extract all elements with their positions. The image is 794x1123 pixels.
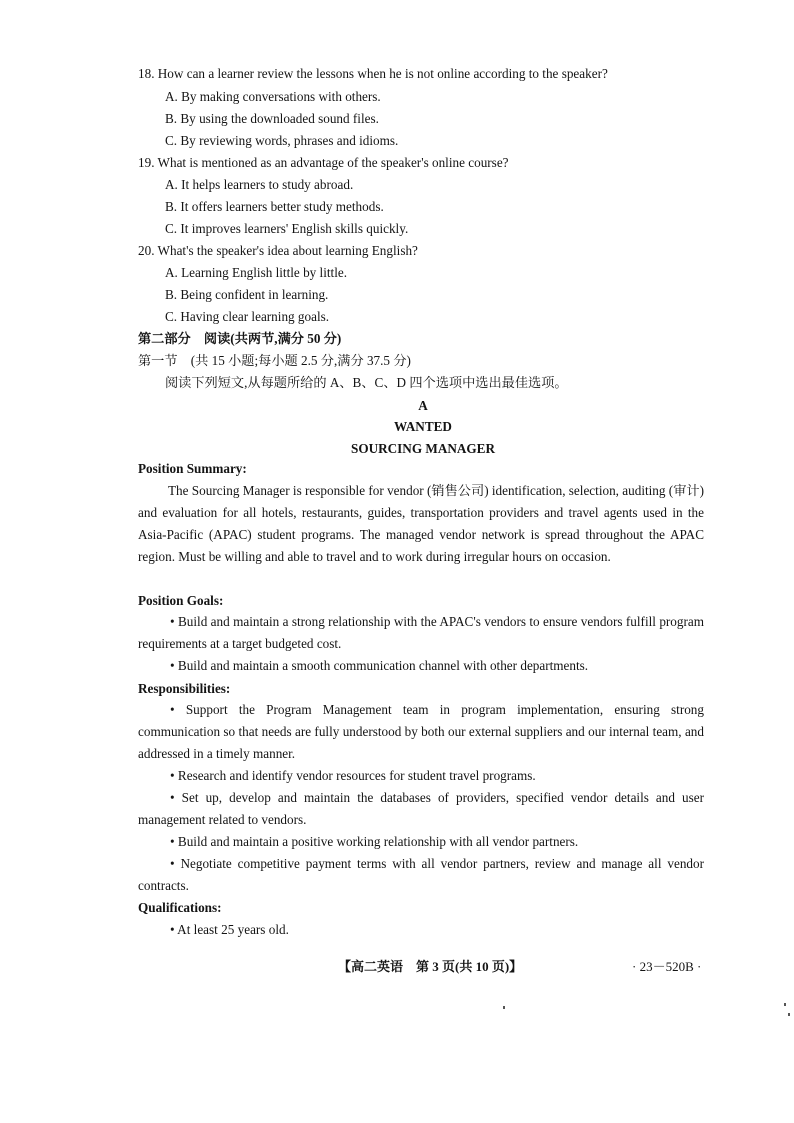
passage-letter: A	[418, 398, 428, 413]
goal-item-2: • Build and maintain a smooth communication channel with other departments.	[170, 658, 589, 673]
goals-heading: Position Goals:	[138, 593, 224, 608]
summary-paragraph: The Sourcing Manager is responsible for vendor (销售公司) identification, selection, auditing (审计) and evaluation for all hotels, restaurants, guides, transportation providers and travel agents used in the Asia-Pacific (APAC) student programs. The managed vendor network is spread throughout the APAC region. Must be willing and able to travel and to work during irregular hours on occasion.	[138, 483, 704, 564]
responsibilities-heading: Responsibilities:	[138, 681, 231, 696]
responsibility-item-1: • Support the Program Management team in program implementation, ensuring strong communication so that needs are fully understood by both our external suppliers and our internal team, and addressed in a timely manner.	[138, 702, 704, 761]
scan-speck	[503, 1006, 505, 1009]
question-19-option-b: B. It offers learners better study methods.	[165, 199, 384, 214]
section1-title: 第一节 (共 15 小题;每小题 2.5 分,满分 37.5 分)	[138, 353, 411, 368]
question-18-option-c: C. By reviewing words, phrases and idioms.	[165, 133, 399, 148]
qualification-item-1: • At least 25 years old.	[170, 922, 289, 937]
page-footer-center: 【高二英语 第 3 页(共 10 页)】	[338, 959, 523, 974]
page-footer-code: · 23－520B ·	[632, 959, 702, 974]
passage-title-job: SOURCING MANAGER	[351, 441, 495, 456]
responsibility-item-4: • Build and maintain a positive working relationship with all vendor partners.	[170, 834, 579, 849]
question-20-option-a: A. Learning English little by little.	[165, 265, 348, 280]
question-20-stem: 20. What's the speaker's idea about learning English?	[138, 243, 418, 258]
responsibility-item-3: • Set up, develop and maintain the databases of providers, specified vendor details and user management related to vendors.	[138, 790, 704, 827]
question-19-stem: 19. What is mentioned as an advantage of the speaker's online course?	[138, 155, 509, 170]
scan-speck	[784, 1003, 786, 1006]
goal-item-1: • Build and maintain a strong relationship with the APAC's vendors to ensure vendors fulfill program requirements at a target budgeted cost.	[138, 614, 704, 651]
part2-title: 第二部分 阅读(共两节,满分 50 分)	[138, 331, 342, 346]
question-19-option-a: A. It helps learners to study abroad.	[165, 177, 354, 192]
scan-speck	[788, 1013, 790, 1016]
summary-heading: Position Summary:	[138, 461, 247, 476]
question-19-option-c: C. It improves learners' English skills quickly.	[165, 221, 409, 236]
responsibility-item-2: • Research and identify vendor resources for student travel programs.	[170, 768, 536, 783]
question-18-option-b: B. By using the downloaded sound files.	[165, 111, 379, 126]
passage-title-wanted: WANTED	[394, 419, 452, 434]
responsibility-item-5: • Negotiate competitive payment terms with all vendor partners, review and manage all vendor contracts.	[138, 856, 704, 893]
question-18-option-a: A. By making conversations with others.	[165, 89, 381, 104]
qualifications-heading: Qualifications:	[138, 900, 222, 915]
question-20-option-c: C. Having clear learning goals.	[165, 309, 330, 324]
question-20-option-b: B. Being confident in learning.	[165, 287, 329, 302]
reading-instruction: 阅读下列短文,从每题所给的 A、B、C、D 四个选项中选出最佳选项。	[165, 375, 568, 390]
question-18-stem: 18. How can a learner review the lessons when he is not online according to the speaker?	[138, 66, 608, 81]
